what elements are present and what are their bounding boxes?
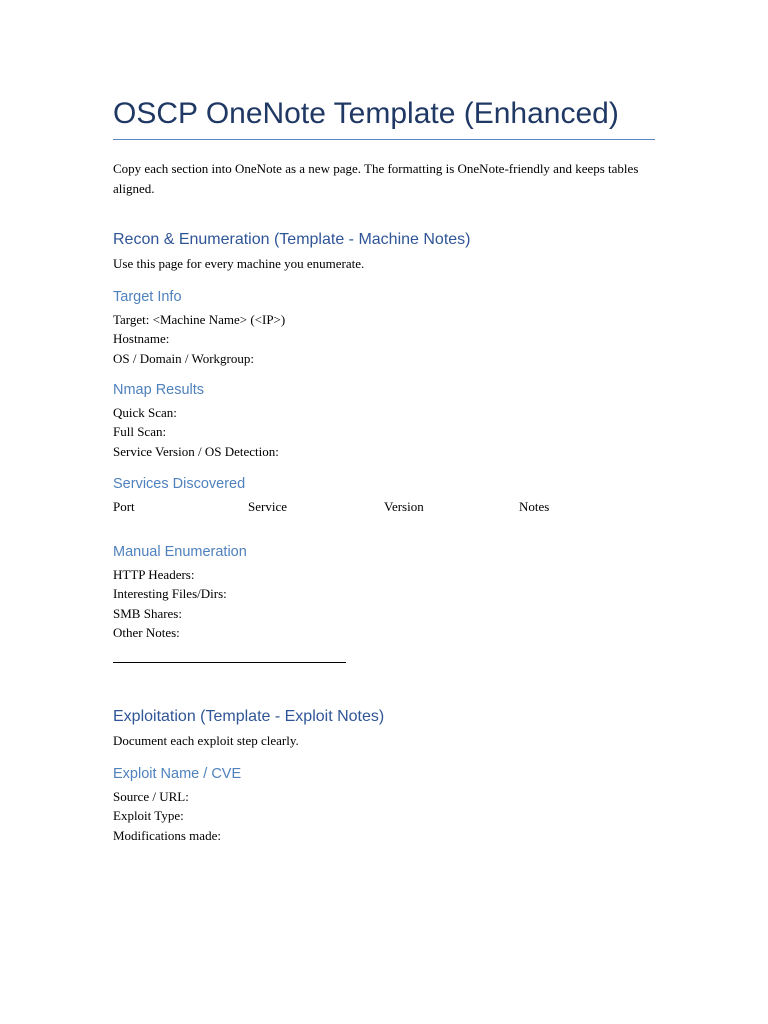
other-notes-line: Other Notes: xyxy=(113,624,180,640)
exploitation-description: Document each exploit step clearly. xyxy=(113,733,299,748)
recon-heading: Recon & Enumeration (Template - Machine Notes) xyxy=(113,231,471,248)
column-version: Version xyxy=(384,499,424,514)
modifications-line: Modifications made: xyxy=(113,827,221,843)
target-info-lines xyxy=(113,310,285,368)
exploitation-heading: Exploitation (Template - Exploit Notes) xyxy=(113,708,385,725)
title-underline xyxy=(113,139,655,140)
smb-shares-line: SMB Shares: xyxy=(113,605,182,621)
interesting-files-line: Interesting Files/Dirs: xyxy=(113,586,227,602)
hostname-line: Hostname: xyxy=(113,331,170,347)
full-scan-line: Full Scan: xyxy=(113,424,167,440)
target-info-heading: Target Info xyxy=(113,289,182,305)
column-notes: Notes xyxy=(519,499,550,514)
column-port: Port xyxy=(113,499,135,514)
exploit-type-line: Exploit Type: xyxy=(113,808,184,824)
nmap-lines xyxy=(113,403,279,461)
services-heading: Services Discovered xyxy=(113,476,246,492)
manual-enum-lines xyxy=(113,565,227,642)
page-title: OSCP OneNote Template (Enhanced) xyxy=(113,97,619,130)
column-service: Service xyxy=(248,499,287,514)
services-table-header xyxy=(113,497,658,517)
recon-description: Use this page for every machine you enumerate. xyxy=(113,256,365,271)
section-separator xyxy=(113,662,346,663)
nmap-heading: Nmap Results xyxy=(113,382,205,398)
manual-enum-heading: Manual Enumeration xyxy=(113,544,247,560)
target-line: Target: <Machine Name> (<IP>) xyxy=(113,312,286,327)
service-version-line: Service Version / OS Detection: xyxy=(113,443,279,459)
intro-paragraph: Copy each section into OneNote as a new page. The formatting is OneNote-friendly and keeps tables aligned. xyxy=(113,161,639,196)
exploit-name-heading: Exploit Name / CVE xyxy=(113,766,242,782)
source-url-line: Source / URL: xyxy=(113,789,189,804)
exploit-lines xyxy=(113,787,221,845)
os-domain-line: OS / Domain / Workgroup: xyxy=(113,350,254,366)
quick-scan-line: Quick Scan: xyxy=(113,405,177,420)
http-headers-line: HTTP Headers: xyxy=(113,567,195,582)
